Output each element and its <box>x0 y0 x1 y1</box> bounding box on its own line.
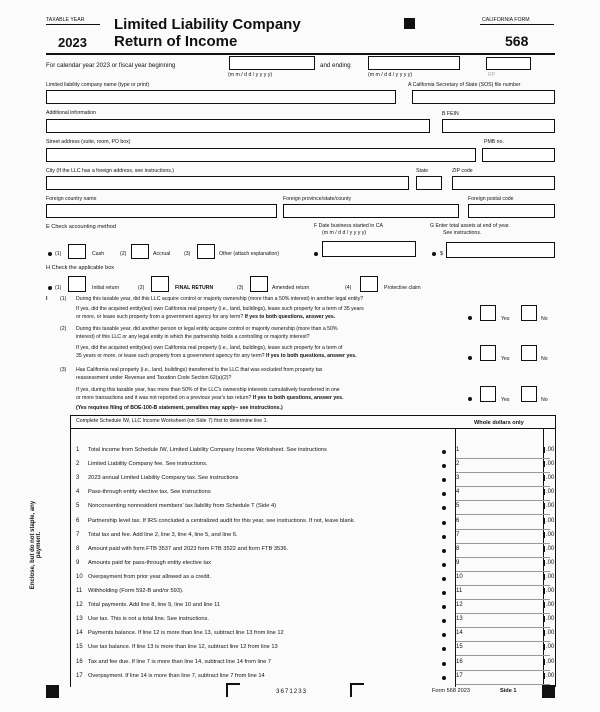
h-opt3-num: (3) <box>237 285 244 291</box>
line-11-amount-input[interactable] <box>456 587 550 600</box>
line-11-row <box>70 587 570 600</box>
line-14-amount-input[interactable] <box>456 629 550 642</box>
e-opt3-num: (3) <box>184 251 191 257</box>
foreign-postal-label: Foreign postal code <box>468 196 514 202</box>
line-description: Total tax and fee. Add line 2, line 3, line 4, line 5, and line 6. <box>88 531 238 538</box>
whole-dollars-header: Whole dollars only <box>474 420 524 426</box>
protective-claim-checkbox[interactable] <box>360 276 378 292</box>
amended-return-label: Amended return <box>272 285 310 291</box>
q1-line3: or more, or lease such property from a government agency for any term? If yes to both questions, answer yes. <box>76 314 336 320</box>
q2-num: (2) <box>60 326 67 332</box>
line-17-row <box>70 672 570 685</box>
line-box-number: 6 <box>456 517 460 524</box>
q1-line2: If yes, did the acquired entity(ies) own California real property (i.e., land, buildings), lease such property for a term of 35 years <box>76 306 364 312</box>
line-box-number: 4 <box>456 489 460 496</box>
line-8-amount-input[interactable] <box>456 545 550 558</box>
line-15-row <box>70 643 570 656</box>
line-7-amount-input[interactable] <box>456 531 550 544</box>
q2-line2: interest) of this LLC or any legal entity in which the partnership holds a controlling or majority interest? <box>76 334 310 340</box>
line-description: Total income from Schedule IW, Limited Liability Company Income Worksheet. See instructions <box>88 447 327 453</box>
line-4-amount-input[interactable] <box>456 488 550 501</box>
line-box-number: 2 <box>456 461 460 468</box>
line-bullet <box>442 633 446 637</box>
line-description: Withholding (Form 592-B and/or 593). <box>88 588 184 594</box>
line-6-row <box>70 517 570 530</box>
initial-return-label: Initial return <box>92 285 120 291</box>
q1-no-label: No <box>541 316 548 322</box>
line-box-number: 8 <box>456 545 460 552</box>
e-opt1-num: (1) <box>55 251 62 257</box>
h-opt1-num: (1) <box>55 285 62 291</box>
q3-yes-label: Yes <box>501 397 510 403</box>
line-description: Overpayment. If line 14 is more than line 7, subtract line 7 from line 14 <box>88 672 265 679</box>
state-input[interactable] <box>416 176 442 190</box>
line-bullet <box>442 662 446 666</box>
line-box-number: 5 <box>456 503 460 510</box>
q1-yes-label: Yes <box>501 316 510 322</box>
sos-file-input[interactable] <box>412 90 555 104</box>
other-checkbox[interactable] <box>197 244 215 259</box>
line-12-row <box>70 601 570 614</box>
final-return-checkbox[interactable] <box>151 276 169 292</box>
line-description: Use tax balance. If line 13 is more than line 12, subtract line 12 from line 13 <box>88 644 278 651</box>
form-title-line1: Limited Liability Company <box>114 16 301 33</box>
line-13-amount-input[interactable] <box>456 615 550 628</box>
q2-yes-label: Yes <box>501 356 510 362</box>
line-2-amount-input[interactable] <box>456 460 550 473</box>
additional-info-input[interactable] <box>46 119 430 133</box>
rp-label: RP <box>488 72 496 78</box>
line-bullet <box>442 506 446 510</box>
enclose-payment-note: Enclose, but do not staple, any payment. <box>30 500 42 590</box>
pmb-input[interactable] <box>482 148 555 162</box>
line-description: Pass-through entity elective tax. See instructions <box>88 489 211 496</box>
line-bullet <box>442 563 446 567</box>
q3-line4: or more transactions and it was not reported on a previous year's tax return? If yes to both questions, answer yes. <box>76 395 344 401</box>
line-7-row <box>70 531 570 544</box>
line-number: 6 <box>76 517 80 524</box>
fein-label: B FEIN <box>442 111 459 117</box>
form-title-line2: Return of Income <box>114 33 238 50</box>
foreign-country-label: Foreign country name <box>46 196 97 202</box>
line-number: 15 <box>76 644 83 651</box>
taxable-year-label: TAXABLE YEAR <box>46 17 85 23</box>
q3-num: (3) <box>60 367 67 373</box>
line-cents: .00 <box>546 616 555 623</box>
line-14-row <box>70 629 570 642</box>
line-description: Partnership level tax. If IRS concluded a centralized audit for this year, see instructions. If not, leave blank. <box>88 517 356 524</box>
form-ref: Form 568 2023 <box>432 688 470 694</box>
line-number: 13 <box>76 616 83 623</box>
line-5-amount-input[interactable] <box>456 502 550 515</box>
line-description: Limited Liability Company fee. See instructions. <box>88 461 208 468</box>
q3-yes-checkbox[interactable] <box>480 386 496 402</box>
begin-date-format: (m m / d d / y y y y) <box>228 72 273 78</box>
line-15-amount-input[interactable] <box>456 643 550 656</box>
q2-line3: If yes, did the acquired entity(ies) own California real property (i.e., land, buildings), lease such property for a term of <box>76 345 343 351</box>
section-i-letter: I <box>46 296 48 302</box>
line-box-number: 10 <box>456 573 463 580</box>
line-box-number: 1 <box>456 447 460 453</box>
line-number: 17 <box>76 672 83 679</box>
line-number: 14 <box>76 630 83 637</box>
line-cents: .00 <box>546 602 555 609</box>
line-number: 10 <box>76 573 83 580</box>
tax-year: 2023 <box>58 35 87 50</box>
h-opt2-num: (2) <box>138 285 145 291</box>
line-description: 2023 annual Limited Liability Company tax. See instructions <box>88 475 239 482</box>
state-label: State <box>416 168 429 174</box>
q1-line1: During this taxable year, did this LLC acquire control or majority ownership (more than a 50% interest) in another legal entity? <box>76 296 364 302</box>
foreign-province-label: Foreign province/state/county <box>283 196 352 202</box>
line-3-row <box>70 474 570 487</box>
line-cents: .00 <box>546 644 555 651</box>
street-input[interactable] <box>46 148 476 162</box>
llc-name-label: Limited liability company name (type or print) <box>46 82 149 88</box>
date-started-input[interactable] <box>322 241 416 257</box>
line-16-amount-input[interactable] <box>456 658 550 671</box>
line-number: 3 <box>76 475 80 482</box>
zip-input[interactable] <box>452 176 555 190</box>
line-8-row <box>70 545 570 558</box>
line-bullet <box>442 619 446 623</box>
line-number: 9 <box>76 559 80 566</box>
and-ending-label: and ending <box>320 62 351 69</box>
line-cents: .00 <box>546 588 555 594</box>
line-10-row <box>70 573 570 586</box>
line-12-amount-input[interactable] <box>456 601 550 614</box>
line-cents: .00 <box>546 672 555 679</box>
line-cents: .00 <box>546 447 555 453</box>
line-16-row <box>70 658 570 671</box>
line-box-number: 13 <box>456 616 463 623</box>
fiscal-begin-input[interactable] <box>229 56 315 70</box>
additional-info-label: Additional information <box>46 110 96 116</box>
dollar-sign: $ <box>440 251 443 257</box>
line-cents: .00 <box>546 475 555 482</box>
pmb-label: PMB no. <box>484 139 504 145</box>
line-box-number: 15 <box>456 644 463 651</box>
line-description: Tax and fee due. If line 7 is more than line 14, subtract line 14 from line 7 <box>88 658 272 665</box>
line-6-amount-input[interactable] <box>456 517 550 530</box>
line-cents: .00 <box>546 503 555 510</box>
line-description: Nonconsenting nonresident members' tax liability from Schedule T (Side 4) <box>88 503 277 510</box>
city-label: City (If the LLC has a foreign address, see instructions.) <box>46 168 175 174</box>
q1-no-checkbox[interactable] <box>521 305 537 321</box>
line-1-amount-input[interactable] <box>456 446 550 459</box>
line-10-amount-input[interactable] <box>456 573 550 586</box>
street-label: Street address (suite, room, PO box) <box>46 139 131 145</box>
corner-mark-right <box>350 683 364 697</box>
line-description: Payments balance. If line 12 is more than line 13, subtract line 13 from line 12 <box>88 630 284 637</box>
line-cents: .00 <box>546 531 555 538</box>
line-number: 5 <box>76 503 80 510</box>
q3-line1: Has California real property (i.e., land, buildings) transferred to the LLC that was excluded from property tax <box>76 367 323 373</box>
line-bullet <box>442 521 446 525</box>
protective-claim-label: Protective claim <box>384 285 421 291</box>
line-box-number: 3 <box>456 475 460 482</box>
line-box-number: 11 <box>456 588 463 594</box>
h-opt4-num: (4) <box>345 285 352 291</box>
line-cents: .00 <box>546 658 555 665</box>
total-assets-label: G Enter total assets at end of year. <box>430 223 510 229</box>
q2-line1: During this taxable year, did another person or legal entity acquire control or majority ownership (more than a 50% <box>76 326 338 332</box>
line-9-amount-input[interactable] <box>456 559 550 572</box>
line-number: 12 <box>76 602 83 609</box>
total-assets-input[interactable] <box>446 242 555 258</box>
form-number: 568 <box>505 33 529 49</box>
line-1-row <box>70 446 570 459</box>
foreign-postal-input[interactable] <box>468 204 555 218</box>
line-cents: .00 <box>546 630 555 637</box>
city-input[interactable] <box>46 176 409 190</box>
line-description: Total payments. Add line 8, line 9, line 10 and line 11 <box>88 602 221 609</box>
line-bullet <box>442 549 446 553</box>
q1-yes-checkbox[interactable] <box>480 305 496 321</box>
q2-yes-checkbox[interactable] <box>480 345 496 361</box>
line-17-amount-input[interactable] <box>456 672 550 685</box>
line-box-number: 9 <box>456 559 460 566</box>
penalty-note: (Yes requires filing of BOE-100-B statement, penalties may apply– see instructions.) <box>76 405 283 411</box>
line-number: 2 <box>76 461 80 468</box>
accrual-label: Accrual <box>153 251 171 257</box>
line-bullet <box>442 478 446 482</box>
line-number: 7 <box>76 531 80 538</box>
line-box-number: 16 <box>456 658 463 665</box>
sos-label: A California Secretary of State (SOS) file number <box>408 82 521 88</box>
q3-no-checkbox[interactable] <box>521 386 537 402</box>
line-bullet <box>442 577 446 581</box>
line-number: 11 <box>76 588 83 594</box>
period-label: For calendar year 2023 or fiscal year beginning <box>46 62 176 69</box>
amended-return-checkbox[interactable] <box>250 276 268 292</box>
line-number: 1 <box>76 447 80 453</box>
corner-mark-left <box>226 683 240 697</box>
line-number: 8 <box>76 545 80 552</box>
line-cents: .00 <box>546 573 555 580</box>
fein-input[interactable] <box>442 119 555 133</box>
line-description: Amounts paid for pass-through entity elective tax <box>88 559 211 566</box>
line-cents: .00 <box>546 489 555 496</box>
llc-name-input[interactable] <box>46 90 396 104</box>
foreign-province-input[interactable] <box>283 204 459 218</box>
line-4-row <box>70 488 570 501</box>
line-number: 16 <box>76 658 83 665</box>
line-bullet <box>442 464 446 468</box>
accrual-checkbox[interactable] <box>131 244 149 259</box>
line-5-row <box>70 502 570 515</box>
line-bullet <box>442 535 446 539</box>
line-bullet <box>442 591 446 595</box>
initial-return-checkbox[interactable] <box>68 276 86 292</box>
line-9-row <box>70 559 570 572</box>
line-cents: .00 <box>546 545 555 552</box>
form-label: CALIFORNIA FORM <box>482 17 530 23</box>
line-cents: .00 <box>546 517 555 524</box>
line-description: Amount paid with form FTB 3537 and 2023 form FTB 3522 and form FTB 3536. <box>88 545 289 552</box>
line-box-number: 17 <box>456 672 463 679</box>
total-assets-sub: See instructions. <box>443 230 482 236</box>
line-number: 4 <box>76 489 80 496</box>
end-date-format: (m m / d d / y y y y) <box>368 72 413 78</box>
line-2-row <box>70 460 570 473</box>
registration-mark-top <box>404 18 415 29</box>
cash-checkbox[interactable] <box>68 244 86 259</box>
line-bullet <box>442 492 446 496</box>
line-bullet <box>442 647 446 651</box>
line-box-number: 12 <box>456 602 463 609</box>
q3-no-label: No <box>541 397 548 403</box>
q3-line3: If yes, during this taxable year, has more than 50% of the LLC's ownership interests cumulatively transferred in one <box>76 387 340 393</box>
line-bullet <box>442 450 446 454</box>
q2-line4: 35 years or more, or lease such property from a government agency for any term? If yes to both questions, answer yes. <box>76 353 357 359</box>
line-box-number: 7 <box>456 531 460 538</box>
line-cents: .00 <box>546 461 555 468</box>
e-opt2-num: (2) <box>120 251 127 257</box>
fiscal-end-input[interactable] <box>368 56 460 70</box>
applicable-box-label: H Check the applicable box <box>46 265 115 271</box>
date-started-format: (m m / d d / y y y y) <box>322 230 367 236</box>
q2-no-checkbox[interactable] <box>521 345 537 361</box>
final-return-label: FINAL RETURN <box>175 285 214 291</box>
line-description: Overpayment from prior year allowed as a credit. <box>88 573 211 580</box>
line-description: Use tax. This is not a total line. See instructions. <box>88 616 209 623</box>
rp-box[interactable] <box>486 57 531 70</box>
side-label: Side 1 <box>500 688 517 694</box>
date-started-label: F Date business started in CA <box>314 223 383 229</box>
line-13-row <box>70 615 570 628</box>
zip-label: ZIP code <box>452 168 473 174</box>
header-rule <box>46 53 555 55</box>
line-3-amount-input[interactable] <box>456 474 550 487</box>
q1-num: (1) <box>60 296 67 302</box>
foreign-country-input[interactable] <box>46 204 277 218</box>
registration-mark-br <box>542 685 555 698</box>
cash-label: Cash <box>92 251 105 257</box>
other-label: Other (attach explanation) <box>219 251 279 257</box>
barcode-number: 3671233 <box>276 688 308 695</box>
line-box-number: 14 <box>456 630 463 637</box>
q2-no-label: No <box>541 356 548 362</box>
q3-line2: reassessment under Revenue and Taxation Code Section 62(a)(2)? <box>76 375 232 381</box>
registration-mark-bl <box>46 685 59 698</box>
line-bullet <box>442 605 446 609</box>
worksheet-intro: Complete Schedule IW, LLC Income Worksheet (on Side 7) first to determine line 1. <box>76 418 268 424</box>
line-cents: .00 <box>546 559 555 566</box>
accounting-method-label: E Check accounting method <box>46 224 116 230</box>
line-bullet <box>442 676 446 680</box>
